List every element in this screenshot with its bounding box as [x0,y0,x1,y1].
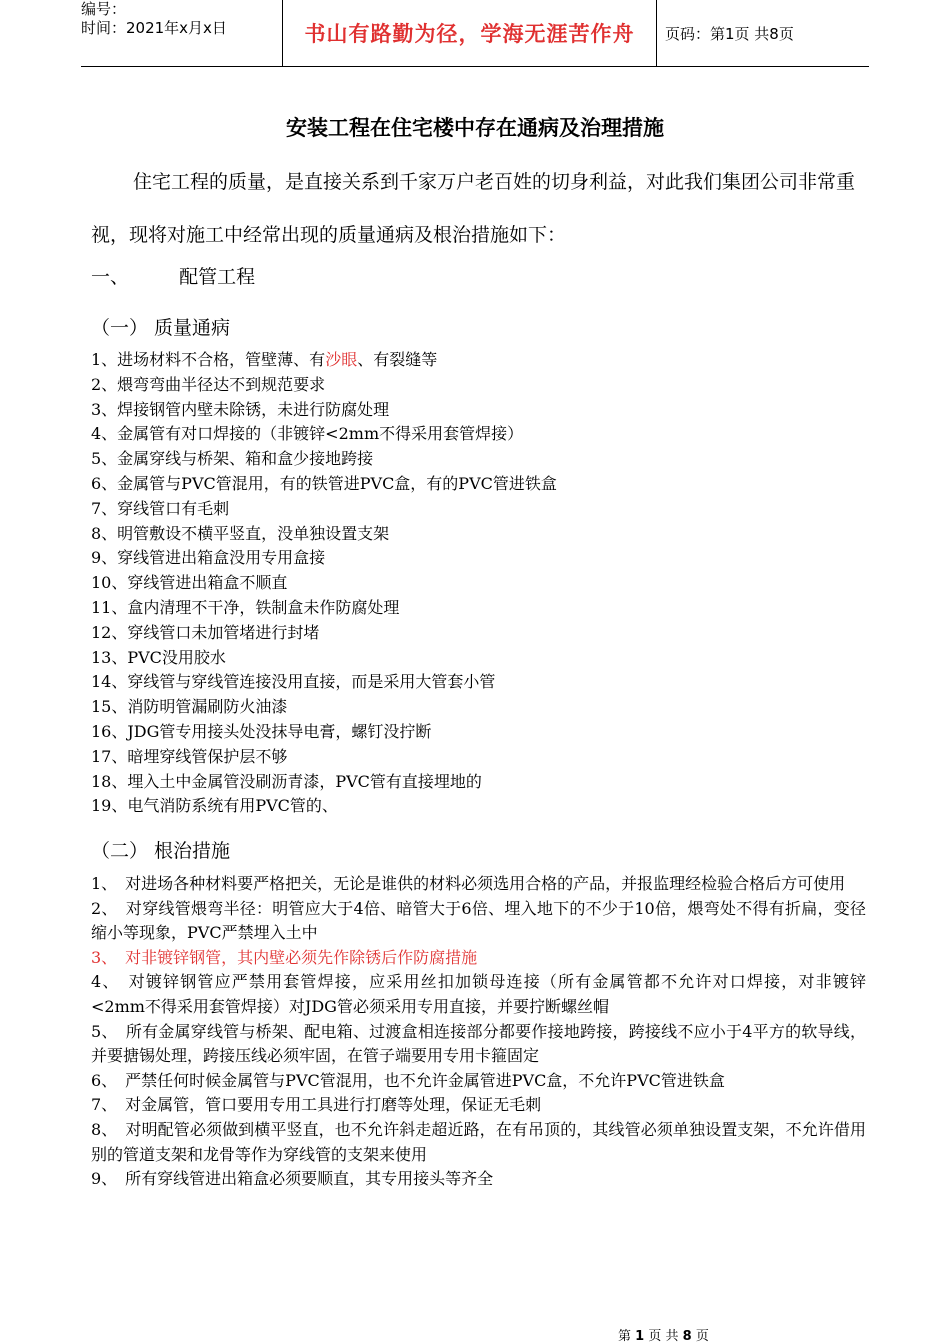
list-item: 8、明管敷设不横平竖直，没单独设置支架 [91,523,390,543]
list-item: 1、进场材料不合格，管壁薄、有沙眼、有裂缝等 [91,350,438,369]
list-item: 12、穿线管口未加管堵进行封堵 [91,622,320,642]
page-label: 页码：第1页 共8页 [665,24,794,43]
document-title: 安装工程在住宅楼中存在通病及治理措施 [286,116,664,140]
subsection-1-heading: （一） 质量通病 [91,317,231,339]
footer-page-number: 1 [635,1329,645,1344]
list-item: 9、 所有穿线管进出箱盒必须要顺直，其专用接头等齐全 [91,1169,494,1189]
list-item: 6、 严禁任何时候金属管与PVC管混用，也不允许金属管进PVC盒，不允许PVC管进铁盒 [91,1070,725,1090]
intro-paragraph: 住宅工程的质量，是直接关系到千家万户老百姓的切身利益，对此我们集团公司非常重视，现将对施工中经常出现的质量通病及根治措施如下： [91,171,856,246]
list-item: 1、 对进场各种材料要严格把关，无论是谁供的材料必须选用合格的产品，并报监理经检验合格后方可使用 [91,874,846,893]
list-item: 2、煨弯弯曲半径达不到规范要求 [91,374,326,394]
list-item: 2、 对穿线管煨弯半径：明管应大于4倍、暗管大于6倍、埋入地下的不少于10倍，煨弯处不得有折扁，变径缩小等现象，PVC严禁埋入土中 [91,898,866,943]
section-1-title: 配管工程 [179,266,256,288]
list-item: 4、 对镀锌钢管应严禁用套管焊接，应采用丝扣加锁母连接（所有金属管都不允许对口焊接，对非镀锌<2mm不得采用套管焊接）对JDG管必须采用专用直接，并要拧断螺丝帽 [91,972,866,1016]
list-item: 10、穿线管进出箱盒不顺直 [91,573,288,593]
page-header [81,0,869,67]
highlight-text: 沙眼 [325,350,358,369]
page-footer: 第 1 页 共 8 页 [618,1329,709,1344]
list-item: 3、 对非镀锌钢管，其内壁必须先作除锈后作防腐措施 [91,947,478,967]
motto: 书山有路勤为径，学海无涯苦作舟 [304,22,635,46]
list-item: 7、穿线管口有毛刺 [91,498,230,518]
list-item: 19、电气消防系统有用PVC管的、 [91,796,338,816]
list-item: 5、 所有金属穿线管与桥架、配电箱、过渡盒相连接部分都要作接地跨接，跨接线不应小于4平方的软导线，并要搪锡处理，跨接压线必须牢固，在管子端要用专用卡箍固定 [91,1021,866,1066]
measures-list [91,872,866,1192]
list-item: 14、穿线管与穿线管连接没用直接，而是采用大管套小管 [91,672,496,692]
list-item: 7、 对金属管，管口要用专用工具进行打磨等处理，保证无毛刺 [91,1095,542,1115]
number-label: 编号： [81,0,127,18]
list-item: 18、埋入土中金属管没刷沥青漆，PVC管有直接埋地的 [91,771,482,791]
list-item: 5、金属穿线与桥架、箱和盒少接地跨接 [91,449,374,469]
section-1-number: 一、 [91,266,130,288]
defects-list [91,348,871,819]
list-item: 11、盒内清理不干净，铁制盒未作防腐处理 [91,597,400,617]
header-page-cell [657,0,877,66]
subsection-2-heading: （二） 根治措施 [91,840,231,862]
section-1-heading [91,262,255,289]
list-item: 13、PVC没用胶水 [91,647,226,667]
list-item: 9、穿线管进出箱盒没用专用盒接 [91,548,326,568]
footer-page-total: 8 [682,1329,692,1344]
list-item: 3、焊接钢管内壁未除锈，未进行防腐处理 [91,399,390,419]
time-label: 时间：2021年x月x日 [81,19,227,37]
list-item: 6、金属管与PVC管混用，有的铁管进PVC盒，有的PVC管进铁盒 [91,473,557,493]
header-motto-cell [282,0,657,66]
list-item: 4、金属管有对口焊接的（非镀锌<2mm不得采用套管焊接） [91,424,524,444]
list-item: 8、 对明配管必须做到横平竖直，也不允许斜走超近路，在有吊顶的，其线管必须单独设置支架，不允许借用别的管道支架和龙骨等作为穿线管的支架来使用 [91,1119,866,1164]
list-item: 17、暗埋穿线管保护层不够 [91,746,288,766]
header-meta [81,0,281,66]
list-item: 16、JDG管专用接头处没抹导电膏，螺钉没拧断 [91,721,432,741]
list-item: 15、消防明管漏刷防火油漆 [91,697,288,717]
